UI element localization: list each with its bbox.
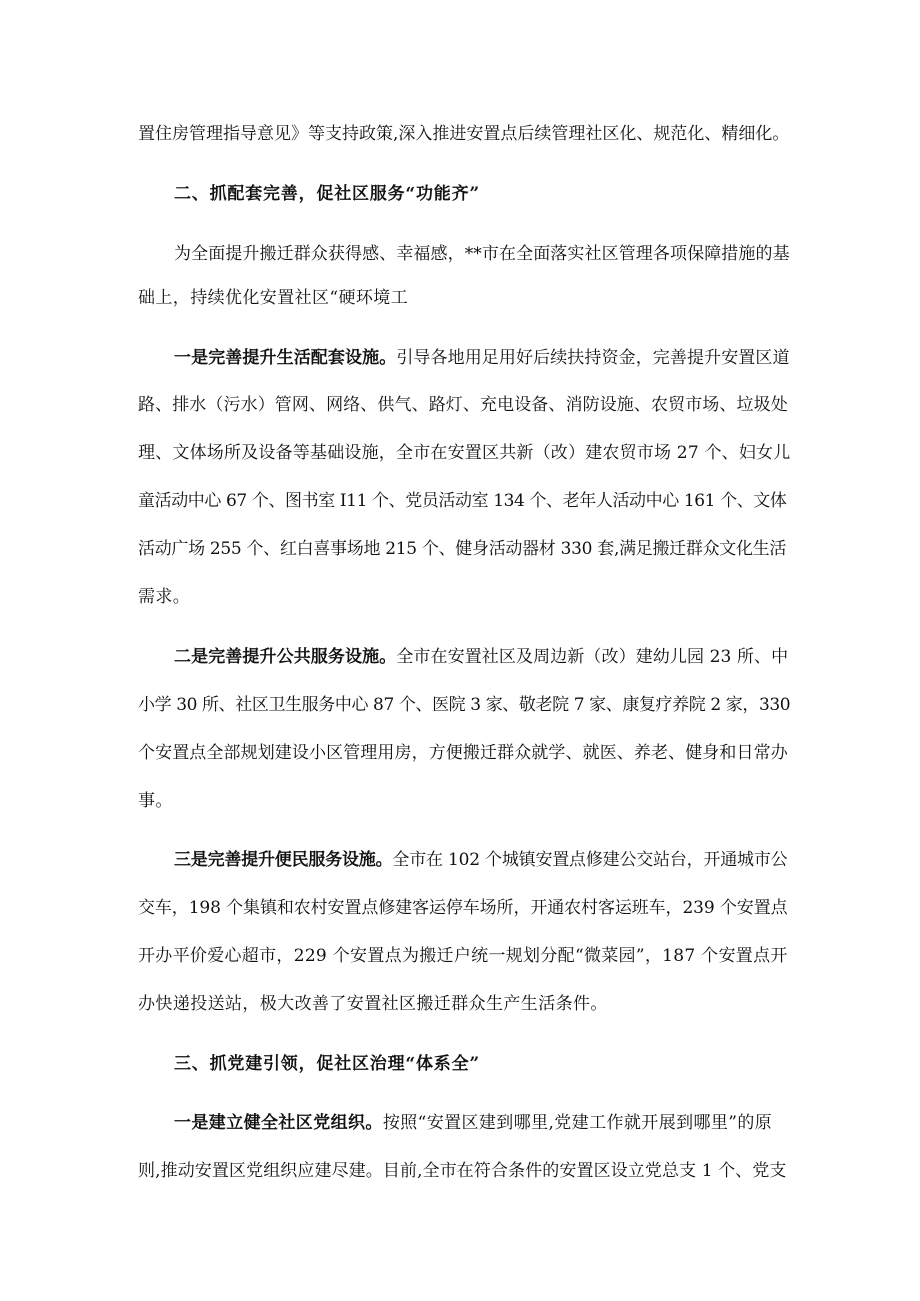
item-3-line-2: 交车，198 个集镇和农村安置点修建客运停车场所，开通农村客运班车，239 个安置点 xyxy=(138,898,788,918)
item-2-line-3: 个安置点全部规划建设小区管理用房，方便搬迁群众就学、就医、养老、健身和日常办 xyxy=(138,743,788,763)
section-3-item-1-line-1 xyxy=(174,1111,772,1135)
item-3-line-3: 开办平价爱心超市，229 个安置点为搬迁户统一规划分配“微菜园”，187 个安置点开 xyxy=(138,946,788,966)
section-3-item-1-text: 按照“安置区建到哪里,党建工作就开展到哪里”的原 xyxy=(382,1113,773,1133)
section-2-intro-line-2: 础上，持续优化安置社区“硬环境工 xyxy=(138,288,409,308)
item-2-text: 全市在安置社区及周边新（改）建幼儿园 23 所、中 xyxy=(396,647,789,667)
section-2-intro-line-1: 为全面提升搬迁群众获得感、幸福感，**市在全面落实社区管理各项保障措施的基 xyxy=(174,244,790,264)
item-2-line-1 xyxy=(174,645,788,669)
item-1-line-6: 需求。 xyxy=(138,587,191,607)
intro-paragraph-line: 置住房管理指导意见》等支持政策,深入推进安置点后续管理社区化、规范化、精细化。 xyxy=(138,124,790,144)
item-1-lead: 一是完善提升生活配套设施。 xyxy=(174,348,397,368)
item-1-text: 引导各地用足用好后续扶持资金，完善提升安置区道 xyxy=(396,348,790,368)
item-2-line-2: 小学 30 所、社区卫生服务中心 87 个、医院 3 家、敬老院 7 家、康复疗养院 2 家，330 xyxy=(138,695,791,715)
item-3-line-4: 办快递投送站，极大改善了安置社区搬迁群众生产生活条件。 xyxy=(138,994,608,1014)
section-2-heading: 二、抓配套完善，促社区服务“功能齐” xyxy=(174,184,480,204)
item-2-line-4: 事。 xyxy=(138,791,173,811)
item-1-line-2: 路、排水（污水）管网、网络、供气、路灯、充电设备、消防设施、农贸市场、垃圾处 xyxy=(138,395,788,415)
section-3-item-1-lead: 一是建立健全社区党组织。 xyxy=(174,1113,383,1133)
item-2-lead: 二是完善提升公共服务设施。 xyxy=(174,647,397,667)
item-3-line-1 xyxy=(174,848,787,872)
item-1-line-3: 理、文体场所及设备等基础设施，全市在安置区共新（改）建农贸市场 27 个、妇女儿 xyxy=(138,443,791,463)
item-1-line-4: 童活动中心 67 个、图书室 I11 个、党员活动室 134 个、老年人活动中心 161 个、文体 xyxy=(138,491,787,511)
section-3-item-1-line-2: 则,推动安置区党组织应建尽建。目前,全市在符合条件的安置区设立党总支 1 个、党支 xyxy=(138,1161,787,1181)
item-1-line-5: 活动广场 255 个、红白喜事场地 215 个、健身活动器材 330 套,满足搬迁群众文化生活 xyxy=(138,539,787,559)
section-3-heading: 三、抓党建引领，促社区治理“体系全” xyxy=(174,1054,480,1074)
item-1-line-1 xyxy=(174,346,790,370)
item-3-lead: 三是完善提升便民服务设施。 xyxy=(174,850,393,870)
item-3-text: 全市在 102 个城镇安置点修建公交站台，开通城市公 xyxy=(392,850,788,870)
